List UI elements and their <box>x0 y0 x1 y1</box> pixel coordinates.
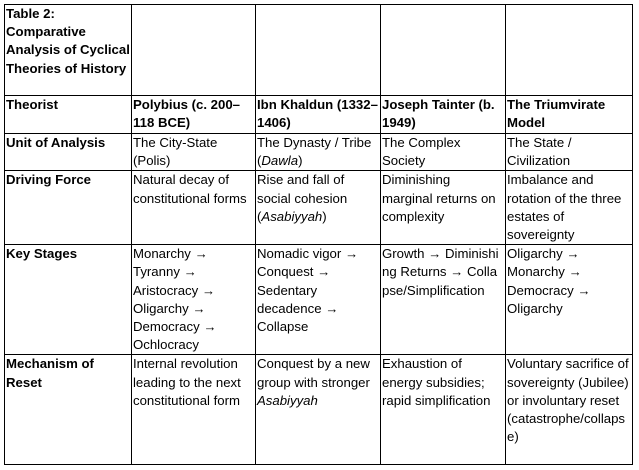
table-cell: The Complex Society <box>381 134 506 171</box>
column-header-ibn-khaldun: Ibn Khaldun (1332–1406) <box>256 96 381 134</box>
row-label: Key Stages <box>5 245 132 355</box>
italic-term: Dawla <box>261 153 299 169</box>
empty-cell <box>506 5 633 96</box>
table-cell: Conquest by a new group with stronger Asabiyyah <box>256 355 381 465</box>
header-label: Theorist <box>5 96 132 134</box>
table-cell: Oligarchy → Monarchy → Democracy → Oligarchy <box>506 245 633 355</box>
table-cell: Growth → Diminishing Returns → Collapse/Simplification <box>381 245 506 355</box>
row-label: Mechanism of Reset <box>5 355 132 465</box>
column-header-triumvirate: The Triumvirate Model <box>506 96 633 134</box>
caption-row <box>5 5 633 96</box>
table-cell: Monarchy → Tyranny → Aristocracy → Oligarchy → Democracy → Ochlocracy <box>132 245 256 355</box>
table-cell: Imbalance and rotation of the three estates of sovereignty <box>506 171 633 245</box>
italic-term: Asabiyyah <box>257 392 318 408</box>
header-row <box>5 96 633 134</box>
table-row-driving-force <box>5 171 633 245</box>
column-header-tainter: Joseph Tainter (b. 1949) <box>381 96 506 134</box>
empty-cell <box>132 5 256 96</box>
italic-term: Asabiyyah <box>261 208 323 224</box>
comparison-table <box>4 4 633 465</box>
table-cell: Natural decay of constitutional forms <box>132 171 256 245</box>
table-cell: The City-State (Polis) <box>132 134 256 171</box>
table-row-key-stages <box>5 245 633 355</box>
table-cell: Rise and fall of social cohesion (Asabiyyah) <box>256 171 381 245</box>
row-label: Driving Force <box>5 171 132 245</box>
table-row-unit-of-analysis <box>5 134 633 171</box>
table-cell: Nomadic vigor → Conquest → Sedentary decadence → Collapse <box>256 245 381 355</box>
table-cell: The State / Civilization <box>506 134 633 171</box>
table-row-mechanism-of-reset <box>5 355 633 465</box>
table-cell: Exhaustion of energy subsidies; rapid simplification <box>381 355 506 465</box>
table-cell: Diminishing marginal returns on complexity <box>381 171 506 245</box>
empty-cell <box>256 5 381 96</box>
table-cell: Voluntary sacrifice of sovereignty (Jubilee) or involuntary reset (catastrophe/collapse) <box>506 355 633 465</box>
table-caption: Table 2: Comparative Analysis of Cyclical Theories of History <box>5 5 132 96</box>
table-cell: Internal revolution leading to the next constitutional form <box>132 355 256 465</box>
empty-cell <box>381 5 506 96</box>
row-label: Unit of Analysis <box>5 134 132 171</box>
column-header-polybius: Polybius (c. 200–118 BCE) <box>132 96 256 134</box>
table-cell: The Dynasty / Tribe (Dawla) <box>256 134 381 171</box>
